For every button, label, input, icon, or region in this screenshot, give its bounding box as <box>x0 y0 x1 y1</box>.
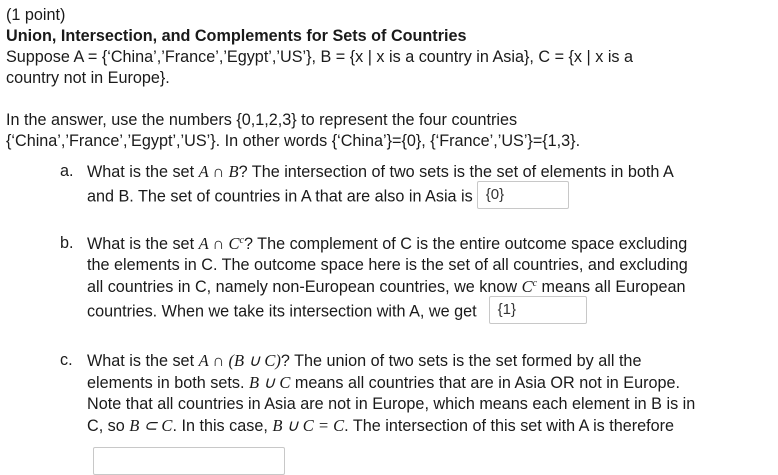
question-b-line-4-text: countries. When we take its intersection with A, we get <box>87 302 477 321</box>
question-b-marker: b. <box>60 234 74 252</box>
question-b-line-1 <box>87 233 774 255</box>
question-b-line-3-pre: all countries in C, namely non-European countries, we know <box>87 278 522 296</box>
question-c-marker: c. <box>60 351 73 369</box>
question-c-prefix: What is the set <box>87 352 199 370</box>
answer-input-c[interactable] <box>93 447 285 475</box>
question-c-line-4-mid: . In this case, <box>172 417 273 435</box>
question-c-math: A ∩ (B ∪ C) <box>198 351 281 370</box>
answer-input-a[interactable]: {0} <box>477 181 569 209</box>
question-c-line-4-pre: C, so <box>87 417 130 435</box>
question-a-line-1-rest: ? The intersection of two sets is the set of elements in both A <box>238 163 674 181</box>
question-a-math: A ∩ B <box>198 162 239 181</box>
question-a <box>6 161 774 211</box>
question-b-math-sup: c <box>239 235 244 246</box>
question-b-math-base: A ∩ C <box>198 234 240 253</box>
question-b-line-4 <box>87 298 774 326</box>
intro-line-1: Suppose A = {‘China’,’France’,’Egypt’,’US’}, B = {x | x is a country in Asia}, C = {x | x is a <box>6 48 634 66</box>
question-c-line-2-text: elements in both sets. <box>87 374 245 392</box>
question-a-line-1 <box>87 161 774 183</box>
instructions-paragraph <box>6 110 774 152</box>
question-c-line-2 <box>87 372 774 394</box>
question-c-line-4 <box>87 415 774 437</box>
question-list <box>6 161 774 475</box>
question-b <box>6 233 774 326</box>
question-b-line-3 <box>87 276 774 298</box>
question-c-line-1 <box>87 350 774 372</box>
question-a-line-2-text: and B. The set of countries in A that are also in Asia is <box>87 187 473 206</box>
intro-paragraph <box>6 47 774 89</box>
question-c-line-4-math-1: B ⊂ C <box>129 416 173 435</box>
question-b-line-3-post: means all European <box>537 278 686 296</box>
problem-container <box>6 5 774 475</box>
instructions-line-1: In the answer, use the numbers {0,1,2,3} to represent the four countries <box>6 111 518 129</box>
question-b-line-3-math-sup: c <box>532 278 538 289</box>
question-a-prefix: What is the set <box>87 163 199 181</box>
instructions-line-2: {‘China’,’France’,’Egypt’,’US’}. In other words {‘China’}={0}, {‘France’,’US’}={1,3}. <box>6 132 581 150</box>
question-b-line-1-rest: ? The complement of C is the entire outcome space excluding <box>243 235 688 253</box>
question-c-line-1-rest: ? The union of two sets is the set formed by all the <box>280 352 642 370</box>
question-b-prefix: What is the set <box>87 235 199 253</box>
question-c-line-2-math: B ∪ C <box>248 373 291 392</box>
intro-line-2: country not in Europe}. <box>6 69 170 87</box>
answer-input-b[interactable]: {1} <box>489 296 587 324</box>
question-b-line-3-math-base: C <box>521 277 533 296</box>
question-a-marker: a. <box>60 162 74 180</box>
question-c-line-4-math-2: B ∪ C = C <box>272 416 345 435</box>
paragraph-gap <box>6 89 774 110</box>
question-c-line-2-rest: means all countries that are in Asia OR not in Europe. <box>290 374 680 392</box>
problem-title: Union, Intersection, and Complements for Sets of Countries <box>6 27 467 45</box>
question-b-line-3-math <box>522 277 537 296</box>
points-label: (1 point) <box>6 6 66 24</box>
question-c-line-4-post: . The intersection of this set with A is therefore <box>344 417 675 435</box>
question-c-line-3: Note that all countries in Asia are not in Europe, which means each element in B is in <box>87 395 696 413</box>
question-c <box>6 350 774 475</box>
question-a-line-2 <box>87 183 774 211</box>
question-b-math <box>199 234 244 253</box>
question-b-line-2: the elements in C. The outcome space here is the set of all countries, and excluding <box>87 256 688 274</box>
